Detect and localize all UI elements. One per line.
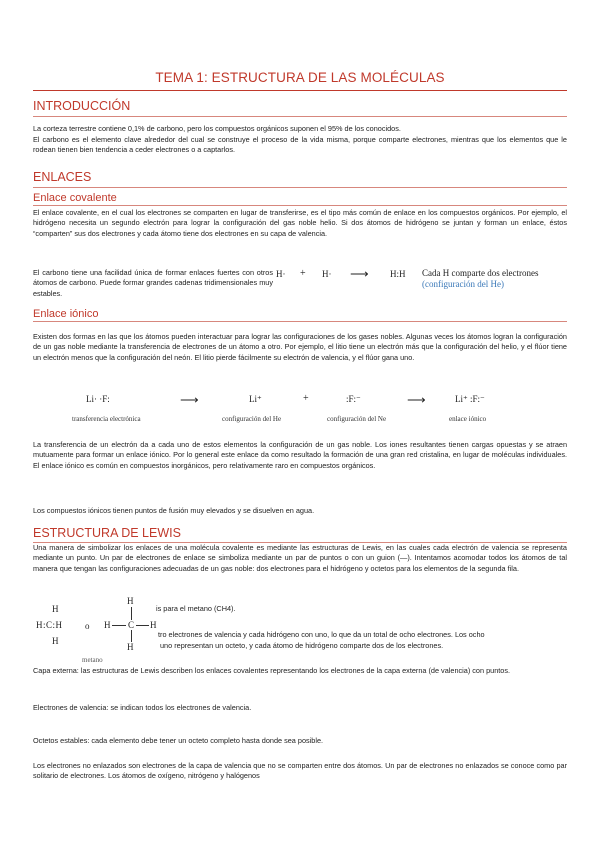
methane-label: metano <box>82 656 103 664</box>
li-ion: Li⁺ <box>249 394 262 404</box>
ionico-rule <box>33 321 567 322</box>
label-config-ne: configuración del Ne <box>327 415 387 423</box>
lewis-paragraph-7: Octetos estables: cada elemento debe tener un octeto completo hasta donde sea posible. <box>33 736 324 745</box>
page-title: TEMA 1: ESTRUCTURA DE LAS MOLÉCULAS <box>155 70 445 85</box>
bond-left <box>112 625 126 626</box>
intro-rule <box>33 116 567 117</box>
intro-paragraph-1: La corteza terrestre contiene 0,1% de carbono, pero los compuestos orgánicos suponen el 95% de los conocidos. <box>33 124 401 133</box>
lif-product: Li⁺ :F:⁻ <box>455 394 485 404</box>
covalente-rule <box>33 205 567 206</box>
ionico-heading: Enlace iónico <box>33 308 99 320</box>
lewis-paragraph-8: Los electrones no enlazados son electrones de la capa de valencia que no se comparten entre dos átomos. Un par de electrones no enlazados se conoce como par solitario de electrones. Los átomos de oxígeno, nitrógeno y halógenos <box>33 761 567 781</box>
bond-top <box>131 607 132 620</box>
h2-molecule: H:H <box>390 269 406 279</box>
f-ion: :F:⁻ <box>346 394 361 404</box>
methane-line-h-bottom: H <box>127 642 134 652</box>
li-f-reactants: Li· ·F: <box>86 394 110 404</box>
lewis-paragraph-6: Electrones de valencia: se indican todos los electrones de valencia. <box>33 703 252 712</box>
ionico-paragraph-3: Los compuestos iónicos tienen puntos de fusión muy elevados y se disuelven en agua. <box>33 506 315 515</box>
bond-bottom <box>131 630 132 642</box>
methane-dot-h-top: H <box>52 604 59 614</box>
covalent-caption-he: (configuración del He) <box>422 279 504 289</box>
label-config-he: configuración del He <box>222 415 282 423</box>
ionico-paragraph-2: La transferencia de un electrón da a cada uno de estos elementos la configuración de un gas noble. Los iones resultantes tienen cargas opuestas y se atraen mutuamente para formar un enlace iónico. Por lo general este enlace da como resultado la formación de una gran red cristalina, en lugar de moléculas individuales. El enlace iónico es común en compuestos inorgánicos, pero relativamente raro en compuestos orgánicos. <box>33 440 567 470</box>
methane-line-h-left: H <box>104 620 111 630</box>
ionic-plus: + <box>303 393 309 404</box>
title-rule <box>33 90 567 91</box>
covalent-caption: Cada H comparte dos electrones <box>422 268 539 278</box>
lewis-paragraph-5: Capa externa: las estructuras de Lewis describen los enlaces covalentes representando los electrones de la capa externa (de valencia) con puntos. <box>33 666 511 675</box>
h-atom-2: H· <box>322 269 332 279</box>
covalente-heading: Enlace covalente <box>33 192 117 204</box>
h-atom-1: H· <box>276 269 286 279</box>
enlaces-rule <box>33 187 567 188</box>
reaction-arrow: ⟶ <box>350 266 369 281</box>
bond-right <box>136 625 149 626</box>
lewis-paragraph-4: uno representan un octeto, y cada átomo de hidrógeno comparte dos de los electrones. <box>160 641 444 650</box>
plus-sign: + <box>300 268 306 279</box>
enlaces-heading: ENLACES <box>33 170 92 184</box>
or-word: o <box>85 621 90 631</box>
ionic-arrow-1: ⟶ <box>180 392 199 407</box>
methane-line-h-right: H <box>150 620 157 630</box>
lewis-paragraph-1: Una manera de simbolizar los enlaces de una molécula covalente es mediante las estructuras de Lewis, en las cuales cada electrón de valencia se representa mediante un punto. Un par de electrones de enlace se simboliza mediante un par de puntos o con un guion (—). Intentamos acomodar todos los átomos de tal manera que tengan las configuraciones adecuadas de un gas noble: dos electrones para el hidrógeno y octetos para los elementos de la segunda fila. <box>33 543 567 573</box>
covalente-paragraph-2: El carbono tiene una facilidad única de formar enlaces fuertes con otros átomos de carbono. Puede formar grandes cadenas tridimensionales muy estables. <box>33 268 273 298</box>
covalente-paragraph-1: El enlace covalente, en el cual los electrones se comparten en lugar de transferirse, es el tipo más común de enlace en los compuestos orgánicos. Por ejemplo, el hidrógeno necesita un segundo electrón para lograr la configuración del gas noble helio. Si dos átomos de hidrógeno se juntan y forman un enlace, éstos “comparten” sus dos electrones y cada átomo tiene dos electrones en su capa de valencia. <box>33 208 567 238</box>
label-enlace-ionico: enlace iónico <box>449 415 487 423</box>
label-transferencia: transferencia electrónica <box>72 415 141 423</box>
methane-dot-h-bottom: H <box>52 636 59 646</box>
intro-heading: INTRODUCCIÓN <box>33 99 131 113</box>
intro-paragraph-2: El carbono es el elemento clave alrededor del cual se construye el proceso de la vida misma, porque comparte electrones, mientras que los elementos que le rodean tienen bien tendencia a ceder electrones o a captarlos. <box>33 135 567 155</box>
lewis-paragraph-3: tro electrones de valencia y cada hidrógeno con uno, lo que da un total de ocho electrones. Los ocho <box>158 630 485 639</box>
lewis-paragraph-2: is para el metano (CH4). <box>156 604 236 613</box>
ionico-paragraph-1: Existen dos formas en las que los átomos pueden interactuar para lograr las configuraciones de los gases nobles. Algunas veces los átomos logran la configuración de un gas noble mediante la transferencia de electrones de un átomo a otro. Por ejemplo, el litio tiene un electrón más que la configuración del helio, y el flúor tiene un electrón menos que la configuración del neón. El litio pierde fácilmente su electrón de valencia, y el flúor gana uno. <box>33 332 567 362</box>
methane-dot-structure: H:C:H <box>36 620 63 630</box>
methane-line-c: C <box>128 620 135 630</box>
ionic-arrow-2: ⟶ <box>407 392 426 407</box>
methane-line-h-top: H <box>127 596 134 606</box>
lewis-heading: ESTRUCTURA DE LEWIS <box>33 526 181 540</box>
